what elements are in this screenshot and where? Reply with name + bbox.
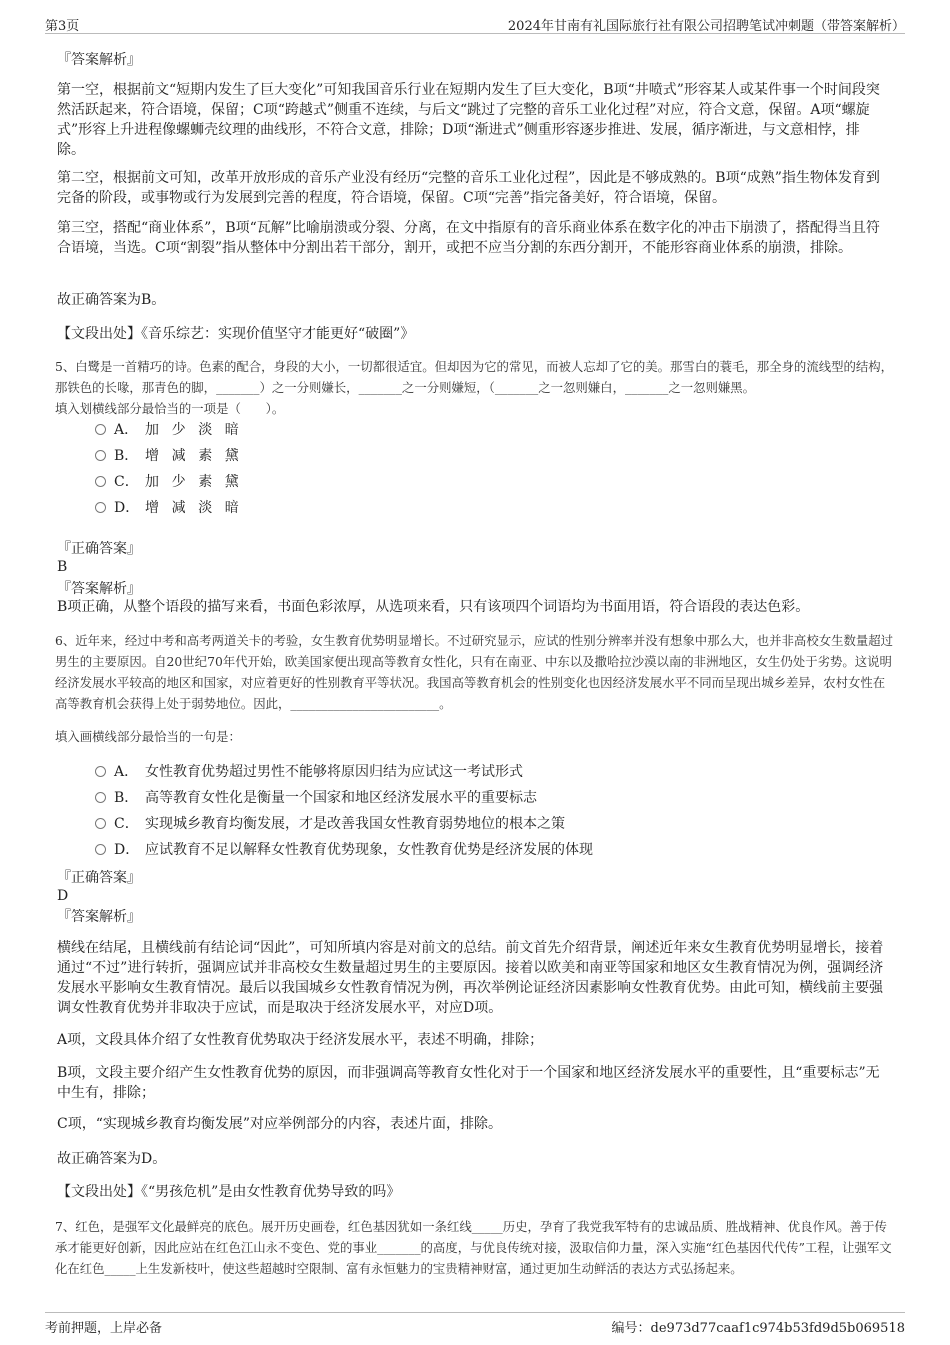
q4-analysis-para1: 第一空，根据前文“短期内发生了巨大变化”可知我国音乐行业在短期内发生了巨大变化，B项“井喷式”形容某人或某件事一个时间段突然活跃起来，符合语境，保留；C项“跨越式”侧重不连续，与后文“跳过了完整的音乐工业化过程”对应，符合文意，保留。A项“螺旋式”形容上升进程像螺蛳壳纹理的曲线形，不符合文意，排除；D项“渐进式”侧重形容逐步推进、发展，循序渐进，与文意相悖，排除。 bbox=[57, 82, 880, 158]
page-header bbox=[45, 12, 905, 34]
option-label: D． bbox=[114, 842, 140, 858]
q5-option-a[interactable] bbox=[95, 420, 251, 440]
q5-analysis: B项正确，从整个语段的描写来看，书面色彩浓厚，从选项来看，只有该项四个词语均为书面用语，符合语段的表达色彩。 bbox=[57, 599, 810, 615]
page-number: 第3页 bbox=[45, 19, 80, 34]
option-label: C． bbox=[114, 474, 139, 490]
option-text: 增减淡暗 bbox=[145, 500, 252, 516]
q6-source: 【文段出处】《“男孩危机”是由女性教育优势导致的吗》 bbox=[57, 1184, 401, 1200]
radio-icon[interactable] bbox=[95, 502, 106, 513]
option-text: 增减素黛 bbox=[145, 448, 252, 464]
q5-answer-label: 『正确答案』 bbox=[57, 541, 141, 557]
radio-icon[interactable] bbox=[95, 818, 106, 829]
q4-source: 【文段出处】《音乐综艺：实现价值坚守才能更好“破圈”》 bbox=[57, 326, 415, 342]
q6-stem: 6、近年来，经过中考和高考两道关卡的考验，女生教育优势明显增长。不过研究显示，应试的性别分辨率并没有想象中那么大，也并非高校女生数量超过男生的主要原因。自20世纪70年代开始，欧美国家便出现高等教育女性化，只有在南亚、中东以及撒哈拉沙漠以南的非洲地区，女生仍处于劣势。这说明经济发展水平较高的地区和国家，对应着更好的性别教育平等状况。我国高等教育机会的性别变化也因经济发展水平不同而呈现出城乡差异，农村女性在高等教育机会获得上处于弱势地位。因此，________________________。 bbox=[55, 633, 894, 711]
q6-analysis-main: 横线在结尾，且横线前有结论词“因此”，可知所填内容是对前文的总结。前文首先介绍背景，阐述近年来女生教育优势明显增长，接着通过“不过”进行转折，强调应试并非高校女生数量超过男生的主要原因。接着以欧美和南亚等国家和地区女生教育情况为例，强调经济发展水平影响女生教育情况。最后以我国城乡女性教育情况为例，再次举例论证经济因素影响女性教育优势。由此可知，横线前主要强调女性教育优势并非取决于应试，而是取决于经济发展水平，对应D项。 bbox=[57, 940, 884, 1016]
radio-icon[interactable] bbox=[95, 844, 106, 855]
option-text: 应试教育不足以解释女性教育优势现象，女性教育优势是经济发展的体现 bbox=[145, 842, 593, 858]
q6-option-a[interactable] bbox=[95, 762, 523, 782]
radio-icon[interactable] bbox=[95, 766, 106, 777]
q6-analysis-option-a: A项，文段具体介绍了女性教育优势取决于经济发展水平，表述不明确，排除； bbox=[57, 1032, 544, 1048]
radio-icon[interactable] bbox=[95, 792, 106, 803]
option-text: 女性教育优势超过男性不能够将原因归结为应试这一考试形式 bbox=[145, 764, 523, 780]
radio-icon[interactable] bbox=[95, 450, 106, 461]
q4-analysis-label: 『答案解析』 bbox=[57, 52, 141, 68]
q5-stem: 5、白鹭是一首精巧的诗。色素的配合，身段的大小，一切都很适宜。但却因为它的常见，而被人忘却了它的美。那雪白的蓑毛，那全身的流线型的结构，那铁色的长喙，那青色的脚，_______）之一分则嫌长，_______之一分则嫌短，（_______之一忽则嫌白，_______之一忽则嫌黑。 bbox=[55, 359, 894, 395]
option-text: 加少淡暗 bbox=[145, 422, 252, 438]
option-label: D． bbox=[114, 500, 140, 516]
q4-conclusion: 故正确答案为B。 bbox=[57, 292, 166, 308]
option-label: B． bbox=[114, 448, 139, 464]
q5-analysis-label: 『答案解析』 bbox=[57, 581, 141, 597]
page-footer bbox=[45, 1312, 905, 1336]
option-text: 实现城乡教育均衡发展，才是改善我国女性教育弱势地位的根本之策 bbox=[145, 816, 565, 832]
q5-option-b[interactable] bbox=[95, 446, 251, 466]
q6-option-c[interactable] bbox=[95, 814, 565, 834]
q4-analysis-para2: 第二空，根据前文可知，改革开放形成的音乐产业没有经历“完整的音乐工业化过程”，因此是不够成熟的。B项“成熟”指生物体发育到完备的阶段，或事物或行为发展到完善的程度，符合语境，保留。C项“完善”指完备美好，符合语境，保留。 bbox=[57, 170, 880, 206]
footer-slogan: 考前押题，上岸必备 bbox=[45, 1321, 163, 1336]
option-label: A． bbox=[114, 764, 139, 780]
option-label: B． bbox=[114, 790, 139, 806]
q6-option-d[interactable] bbox=[95, 840, 593, 860]
q5-option-c[interactable] bbox=[95, 472, 251, 492]
option-text: 高等教育女性化是衡量一个国家和地区经济发展水平的重要标志 bbox=[145, 790, 537, 806]
document-title: 2024年甘南有礼国际旅行社有限公司招聘笔试冲刺题（带答案解析） bbox=[507, 19, 905, 34]
option-label: C． bbox=[114, 816, 139, 832]
q6-answer: D bbox=[57, 888, 69, 904]
option-text: 加少素黛 bbox=[145, 474, 252, 490]
option-label: A． bbox=[114, 422, 139, 438]
q5-option-d[interactable] bbox=[95, 498, 251, 518]
radio-icon[interactable] bbox=[95, 476, 106, 487]
q6-prompt: 填入画横线部分最恰当的一句是： bbox=[55, 729, 241, 744]
q4-analysis-para3: 第三空，搭配“商业体系”，B项“瓦解”比喻崩溃或分裂、分离，在文中指原有的音乐商业体系在数字化的冲击下崩溃了，搭配得当且符合语境，当选。C项“割裂”指从整体中分割出若干部分，割开，或把不应当分割的东西分割开，不能形容商业体系的崩溃，排除。 bbox=[57, 220, 880, 256]
q6-analysis-option-b: B项，文段主要介绍产生女性教育优势的原因，而非强调高等教育女性化对于一个国家和地区经济发展水平的重要性，且“重要标志”无中生有，排除； bbox=[57, 1065, 880, 1101]
q6-analysis-label: 『答案解析』 bbox=[57, 909, 141, 925]
radio-icon[interactable] bbox=[95, 424, 106, 435]
q6-conclusion: 故正确答案为D。 bbox=[57, 1151, 167, 1167]
q7-stem: 7、红色，是强军文化最鲜亮的底色。展开历史画卷，红色基因犹如一条红线_____历史，孕育了我党我军特有的忠诚品质、胜战精神、优良作风。善于传承才能更好创新，因此应站在红色江山永不变色、党的事业_______的高度，与优良传统对接，汲取信仰力量，深入实施“红色基因代代传”工程，让强军文化在红色_____上生发新枝叶，使这些超越时空限制、富有永恒魅力的宝贵精神财富，通过更加生动鲜活的表达方式弘扬起来。 bbox=[55, 1219, 892, 1276]
q5-answer: B bbox=[57, 559, 68, 575]
q5-prompt: 填入划横线部分最恰当的一项是（ ）。 bbox=[55, 401, 285, 416]
q6-option-b[interactable] bbox=[95, 788, 537, 808]
q6-answer-label: 『正确答案』 bbox=[57, 870, 141, 886]
q6-analysis-option-c: C项，“实现城乡教育均衡发展”对应举例部分的内容，表述片面，排除。 bbox=[57, 1116, 503, 1132]
document-id: 编号：de973d77caaf1c974b53fd9d5b069518 bbox=[611, 1321, 905, 1336]
